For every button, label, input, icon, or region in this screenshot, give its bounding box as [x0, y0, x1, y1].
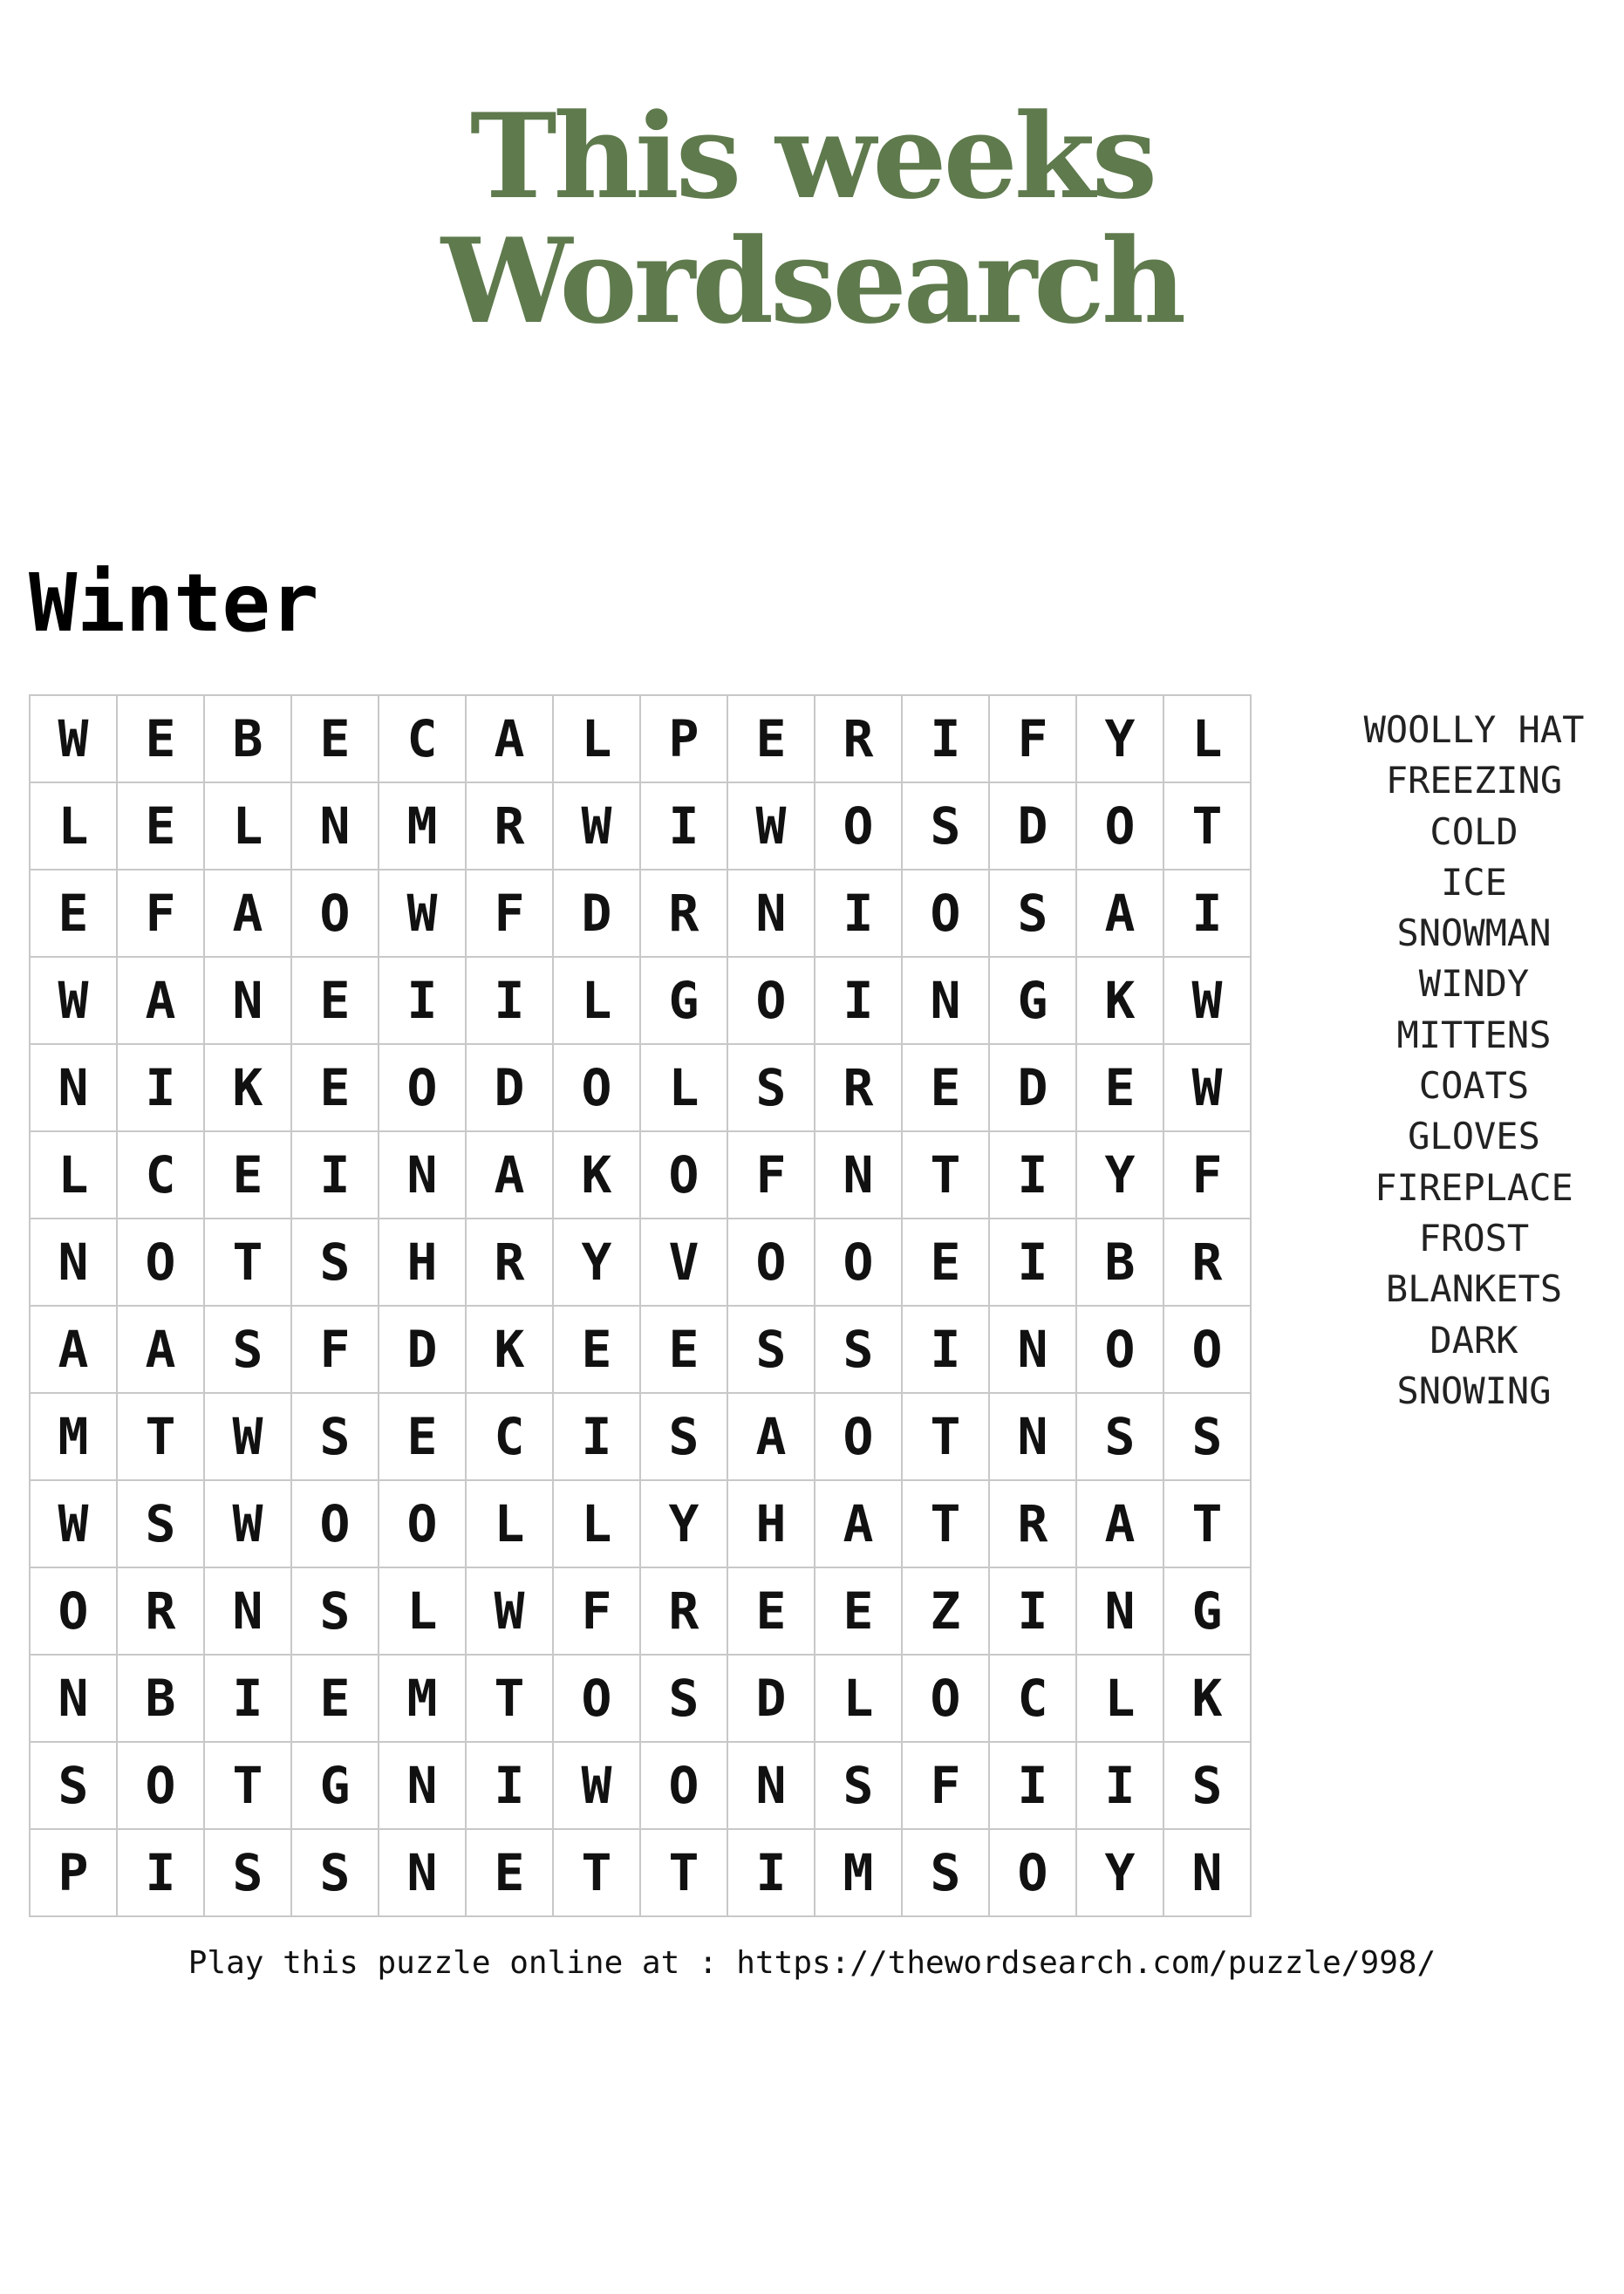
grid-cell[interactable]: F: [554, 1568, 641, 1656]
grid-cell[interactable]: L: [1164, 696, 1252, 783]
grid-cell[interactable]: W: [554, 783, 641, 870]
grid-cell[interactable]: O: [728, 1219, 815, 1307]
grid-cell[interactable]: N: [1164, 1830, 1252, 1917]
grid-cell[interactable]: T: [1164, 783, 1252, 870]
grid-cell[interactable]: L: [467, 1481, 554, 1568]
grid-cell[interactable]: W: [31, 958, 118, 1045]
grid-cell[interactable]: W: [1164, 958, 1252, 1045]
grid-cell[interactable]: I: [903, 696, 990, 783]
grid-cell[interactable]: A: [118, 958, 205, 1045]
grid-cell[interactable]: N: [379, 1743, 467, 1830]
grid-cell[interactable]: N: [379, 1132, 467, 1219]
grid-cell[interactable]: K: [1164, 1656, 1252, 1743]
grid-cell[interactable]: M: [815, 1830, 903, 1917]
grid-cell[interactable]: D: [728, 1656, 815, 1743]
grid-cell[interactable]: H: [728, 1481, 815, 1568]
grid-cell[interactable]: O: [728, 958, 815, 1045]
grid-cell[interactable]: E: [379, 1394, 467, 1481]
word-list-item: MITTENS: [1396, 1013, 1552, 1056]
grid-cell[interactable]: N: [292, 783, 379, 870]
grid-cell[interactable]: S: [903, 783, 990, 870]
grid-cell[interactable]: F: [1164, 1132, 1252, 1219]
grid-cell[interactable]: S: [205, 1830, 292, 1917]
grid-cell[interactable]: N: [728, 1743, 815, 1830]
word-list: [1334, 705, 1614, 1417]
grid-cell[interactable]: E: [728, 1568, 815, 1656]
grid-cell[interactable]: I: [1077, 1743, 1164, 1830]
grid-cell[interactable]: B: [1077, 1219, 1164, 1307]
grid-cell[interactable]: F: [728, 1132, 815, 1219]
grid-cell[interactable]: O: [118, 1743, 205, 1830]
grid-cell[interactable]: K: [205, 1045, 292, 1132]
grid-cell[interactable]: T: [467, 1656, 554, 1743]
grid-cell[interactable]: S: [815, 1743, 903, 1830]
grid-cell[interactable]: O: [903, 870, 990, 958]
grid-cell[interactable]: C: [467, 1394, 554, 1481]
grid-cell[interactable]: E: [118, 696, 205, 783]
grid-cell[interactable]: Y: [1077, 1830, 1164, 1917]
grid-cell[interactable]: R: [815, 696, 903, 783]
grid-cell[interactable]: E: [554, 1307, 641, 1394]
grid-cell[interactable]: I: [990, 1743, 1077, 1830]
grid-cell[interactable]: S: [728, 1045, 815, 1132]
grid-cell[interactable]: E: [205, 1132, 292, 1219]
grid-cell[interactable]: O: [118, 1219, 205, 1307]
grid-cell[interactable]: K: [467, 1307, 554, 1394]
grid-cell[interactable]: S: [1077, 1394, 1164, 1481]
grid-cell[interactable]: O: [379, 1045, 467, 1132]
grid-cell[interactable]: S: [728, 1307, 815, 1394]
grid-cell[interactable]: S: [31, 1743, 118, 1830]
grid-cell[interactable]: S: [641, 1656, 728, 1743]
grid-cell[interactable]: T: [641, 1830, 728, 1917]
grid-cell[interactable]: N: [31, 1656, 118, 1743]
grid-cell[interactable]: R: [990, 1481, 1077, 1568]
grid-cell[interactable]: N: [379, 1830, 467, 1917]
grid-cell[interactable]: O: [1164, 1307, 1252, 1394]
grid-cell[interactable]: N: [205, 958, 292, 1045]
grid-cell[interactable]: G: [990, 958, 1077, 1045]
grid-cell[interactable]: E: [641, 1307, 728, 1394]
grid-cell[interactable]: R: [641, 1568, 728, 1656]
grid-cell[interactable]: B: [118, 1656, 205, 1743]
grid-cell[interactable]: C: [379, 696, 467, 783]
grid-cell[interactable]: D: [990, 783, 1077, 870]
word-list-item: FIREPLACE: [1375, 1165, 1573, 1209]
grid-cell[interactable]: S: [292, 1568, 379, 1656]
grid-cell[interactable]: S: [641, 1394, 728, 1481]
word-list-item: SNOWMAN: [1396, 911, 1552, 955]
grid-cell[interactable]: N: [31, 1045, 118, 1132]
grid-cell[interactable]: I: [118, 1830, 205, 1917]
grid-cell[interactable]: T: [1164, 1481, 1252, 1568]
grid-cell[interactable]: T: [903, 1132, 990, 1219]
grid-cell[interactable]: N: [728, 870, 815, 958]
grid-cell[interactable]: N: [990, 1307, 1077, 1394]
grid-cell[interactable]: R: [467, 1219, 554, 1307]
grid-cell[interactable]: E: [118, 783, 205, 870]
grid-cell[interactable]: I: [118, 1045, 205, 1132]
grid-cell[interactable]: O: [1077, 783, 1164, 870]
grid-cell[interactable]: O: [292, 870, 379, 958]
grid-cell[interactable]: N: [903, 958, 990, 1045]
grid-cell[interactable]: N: [205, 1568, 292, 1656]
grid-cell[interactable]: Z: [903, 1568, 990, 1656]
page-title: [0, 87, 1624, 350]
grid-cell[interactable]: S: [815, 1307, 903, 1394]
grid-cell[interactable]: W: [205, 1481, 292, 1568]
grid-cell[interactable]: S: [903, 1830, 990, 1917]
grid-cell[interactable]: N: [1077, 1568, 1164, 1656]
grid-cell[interactable]: F: [467, 870, 554, 958]
grid-cell[interactable]: P: [641, 696, 728, 783]
title-line-1: This weeks: [469, 87, 1155, 225]
grid-cell[interactable]: I: [815, 958, 903, 1045]
grid-cell[interactable]: F: [903, 1743, 990, 1830]
grid-cell[interactable]: I: [990, 1132, 1077, 1219]
grid-cell[interactable]: P: [31, 1830, 118, 1917]
grid-cell[interactable]: R: [1164, 1219, 1252, 1307]
grid-cell[interactable]: O: [903, 1656, 990, 1743]
grid-cell[interactable]: A: [31, 1307, 118, 1394]
grid-cell[interactable]: E: [292, 958, 379, 1045]
grid-cell[interactable]: V: [641, 1219, 728, 1307]
grid-cell[interactable]: I: [292, 1132, 379, 1219]
grid-cell[interactable]: E: [903, 1045, 990, 1132]
grid-cell[interactable]: I: [641, 783, 728, 870]
wordsearch-grid: [29, 694, 1252, 1917]
word-list-item: FREEZING: [1385, 759, 1563, 802]
grid-cell[interactable]: E: [467, 1830, 554, 1917]
grid-cell[interactable]: O: [292, 1481, 379, 1568]
grid-cell[interactable]: N: [31, 1219, 118, 1307]
grid-cell[interactable]: L: [1077, 1656, 1164, 1743]
grid-cell[interactable]: I: [467, 1743, 554, 1830]
grid-cell[interactable]: A: [1077, 870, 1164, 958]
grid-cell[interactable]: O: [990, 1830, 1077, 1917]
grid-cell[interactable]: L: [641, 1045, 728, 1132]
grid-cell[interactable]: G: [1164, 1568, 1252, 1656]
grid-cell[interactable]: I: [467, 958, 554, 1045]
word-list-item: FROST: [1418, 1216, 1530, 1260]
grid-cell[interactable]: I: [990, 1219, 1077, 1307]
word-list-item: BLANKETS: [1385, 1267, 1563, 1311]
grid-cell[interactable]: W: [728, 783, 815, 870]
grid-cell[interactable]: H: [379, 1219, 467, 1307]
word-list-item: WOOLLY HAT: [1363, 708, 1585, 751]
grid-cell[interactable]: R: [641, 870, 728, 958]
grid-cell[interactable]: E: [1077, 1045, 1164, 1132]
grid-cell[interactable]: S: [1164, 1394, 1252, 1481]
grid-cell[interactable]: L: [379, 1568, 467, 1656]
grid-cell[interactable]: L: [31, 1132, 118, 1219]
grid-cell[interactable]: D: [379, 1307, 467, 1394]
grid-cell[interactable]: B: [205, 696, 292, 783]
grid-cell[interactable]: T: [554, 1830, 641, 1917]
grid-cell[interactable]: L: [31, 783, 118, 870]
grid-cell[interactable]: Y: [554, 1219, 641, 1307]
grid-cell[interactable]: S: [205, 1307, 292, 1394]
grid-cell[interactable]: I: [1164, 870, 1252, 958]
grid-cell[interactable]: W: [554, 1743, 641, 1830]
grid-cell[interactable]: F: [292, 1307, 379, 1394]
grid-cell[interactable]: E: [292, 1045, 379, 1132]
grid-cell[interactable]: M: [379, 783, 467, 870]
grid-cell[interactable]: M: [31, 1394, 118, 1481]
grid-cell[interactable]: N: [990, 1394, 1077, 1481]
grid-cell[interactable]: I: [554, 1394, 641, 1481]
grid-cell[interactable]: I: [990, 1568, 1077, 1656]
grid-cell[interactable]: A: [467, 696, 554, 783]
grid-cell[interactable]: E: [815, 1568, 903, 1656]
grid-cell[interactable]: A: [1077, 1481, 1164, 1568]
grid-cell[interactable]: A: [118, 1307, 205, 1394]
grid-cell[interactable]: F: [118, 870, 205, 958]
grid-cell[interactable]: L: [815, 1656, 903, 1743]
grid-cell[interactable]: O: [815, 1219, 903, 1307]
grid-cell[interactable]: T: [118, 1394, 205, 1481]
grid-cell[interactable]: K: [554, 1132, 641, 1219]
grid-cell[interactable]: T: [903, 1394, 990, 1481]
grid-cell[interactable]: W: [1164, 1045, 1252, 1132]
grid-cell[interactable]: O: [379, 1481, 467, 1568]
grid-cell[interactable]: E: [903, 1219, 990, 1307]
grid-cell[interactable]: O: [641, 1743, 728, 1830]
grid-cell[interactable]: D: [554, 870, 641, 958]
grid-cell[interactable]: W: [205, 1394, 292, 1481]
grid-cell[interactable]: C: [990, 1656, 1077, 1743]
grid-cell[interactable]: O: [815, 1394, 903, 1481]
grid-cell[interactable]: C: [118, 1132, 205, 1219]
grid-cell[interactable]: W: [379, 870, 467, 958]
grid-cell[interactable]: T: [903, 1481, 990, 1568]
grid-cell[interactable]: D: [990, 1045, 1077, 1132]
grid-cell[interactable]: I: [205, 1656, 292, 1743]
word-list-item: SNOWING: [1396, 1369, 1552, 1412]
grid-cell[interactable]: A: [815, 1481, 903, 1568]
grid-cell[interactable]: L: [554, 696, 641, 783]
grid-cell[interactable]: E: [728, 696, 815, 783]
grid-cell[interactable]: D: [467, 1045, 554, 1132]
word-list-item: WINDY: [1418, 962, 1530, 1006]
grid-cell[interactable]: I: [903, 1307, 990, 1394]
grid-cell[interactable]: S: [292, 1219, 379, 1307]
grid-cell[interactable]: R: [118, 1568, 205, 1656]
grid-cell[interactable]: O: [1077, 1307, 1164, 1394]
grid-cell[interactable]: Y: [1077, 696, 1164, 783]
grid-cell[interactable]: K: [1077, 958, 1164, 1045]
grid-cell[interactable]: T: [205, 1743, 292, 1830]
grid-cell[interactable]: A: [728, 1394, 815, 1481]
grid-cell[interactable]: S: [990, 870, 1077, 958]
grid-cell[interactable]: S: [1164, 1743, 1252, 1830]
grid-cell[interactable]: R: [815, 1045, 903, 1132]
grid-cell[interactable]: L: [554, 1481, 641, 1568]
grid-cell[interactable]: G: [292, 1743, 379, 1830]
word-list-item: COLD: [1430, 809, 1518, 853]
grid-cell[interactable]: A: [467, 1132, 554, 1219]
grid-cell[interactable]: O: [31, 1568, 118, 1656]
grid-cell[interactable]: W: [31, 696, 118, 783]
grid-cell[interactable]: F: [990, 696, 1077, 783]
grid-cell[interactable]: R: [467, 783, 554, 870]
puzzle-heading: Winter: [29, 556, 319, 650]
title-line-2: Wordsearch: [440, 212, 1184, 350]
grid-cell[interactable]: W: [467, 1568, 554, 1656]
word-list-item: DARK: [1430, 1318, 1518, 1362]
grid-cell[interactable]: O: [815, 783, 903, 870]
grid-cell[interactable]: N: [815, 1132, 903, 1219]
grid-cell[interactable]: E: [292, 696, 379, 783]
grid-cell[interactable]: A: [205, 870, 292, 958]
grid-cell[interactable]: L: [554, 958, 641, 1045]
grid-cell[interactable]: O: [554, 1656, 641, 1743]
grid-cell[interactable]: O: [554, 1045, 641, 1132]
grid-cell[interactable]: M: [379, 1656, 467, 1743]
grid-cell[interactable]: I: [815, 870, 903, 958]
grid-cell[interactable]: I: [379, 958, 467, 1045]
grid-cell[interactable]: L: [205, 783, 292, 870]
grid-cell[interactable]: S: [118, 1481, 205, 1568]
grid-cell[interactable]: S: [292, 1830, 379, 1917]
grid-cell[interactable]: S: [292, 1394, 379, 1481]
grid-cell[interactable]: I: [728, 1830, 815, 1917]
grid-cell[interactable]: E: [292, 1656, 379, 1743]
grid-cell[interactable]: T: [205, 1219, 292, 1307]
word-list-item: GLOVES: [1408, 1115, 1540, 1158]
word-list-item: COATS: [1418, 1064, 1530, 1108]
word-list-item: ICE: [1441, 860, 1507, 904]
grid-cell[interactable]: E: [31, 870, 118, 958]
footer-play-online-text: Play this puzzle online at : https://thewordsearch.com/puzzle/998/: [188, 1945, 1436, 1981]
grid-cell[interactable]: O: [641, 1132, 728, 1219]
grid-cell[interactable]: G: [641, 958, 728, 1045]
grid-cell[interactable]: Y: [641, 1481, 728, 1568]
grid-cell[interactable]: Y: [1077, 1132, 1164, 1219]
grid-cell[interactable]: W: [31, 1481, 118, 1568]
